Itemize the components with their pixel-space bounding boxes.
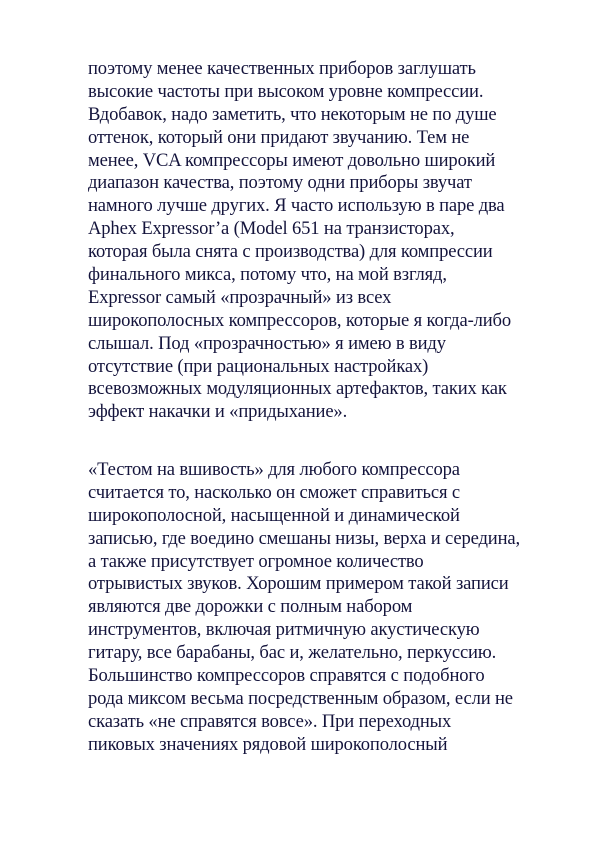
text-line: Expressor самый «прозрачный» из всех	[88, 286, 392, 308]
text-line: широкополосной, насыщенной и динамической	[88, 504, 460, 526]
text-line: считается то, насколько он сможет справиться с	[88, 481, 460, 503]
text-line: диапазон качества, поэтому одни приборы звучат	[88, 172, 472, 194]
text-line: Aphex Expressor’a (Model 651 на транзисторах,	[88, 218, 455, 240]
text-line: которая была снята с производства) для компрессии	[88, 241, 493, 263]
text-line: эффект накачки и «придыхание».	[88, 401, 348, 423]
text-line: рода миксом весьма посредственным образом, если не	[88, 687, 513, 709]
text-line: высокие частоты при высоком уровне компрессии.	[88, 80, 484, 102]
text-line: слышал. Под «прозрачностью» я имею в виду	[88, 332, 446, 354]
text-line: оттенок, который они придают звучанию. Тем не	[88, 126, 470, 148]
text-line: Вдобавок, надо заметить, что некоторым не по душе	[88, 103, 497, 125]
text-line: поэтому менее качественных приборов заглушать	[88, 58, 476, 79]
text-line: отсутствие (при рациональных настройках)	[88, 355, 429, 377]
text-line: всевозможных модуляционных артефактов, таких как	[88, 378, 507, 400]
text-line: гитару, все барабаны, бас и, желательно, перкуссию.	[88, 642, 497, 664]
text-line: менее, VCA компрессоры имеют довольно широкий	[88, 149, 496, 171]
text-line: финального микса, потому что, на мой взгляд,	[88, 264, 447, 286]
paragraph-1	[88, 58, 568, 424]
text-line: сказать «не справятся вовсе». При переходных	[88, 710, 452, 732]
text-line: пиковых значениях рядовой широкополосный	[88, 733, 448, 755]
text-line: а также присутствует огромное количество	[88, 550, 424, 572]
text-line: инструментов, включая ритмичную акустическую	[88, 619, 480, 641]
text-line: являются две дорожки с полным набором	[88, 596, 413, 618]
text-line: Большинство компрессоров справятся с подобного	[88, 665, 485, 687]
text-line: намного лучше других. Я часто использую в паре два	[88, 195, 505, 217]
text-line: отрывистых звуков. Хорошим примером такой записи	[88, 573, 509, 595]
text-line: «Тестом на вшивость» для любого компрессора	[88, 459, 460, 480]
text-line: записью, где воедино смешаны низы, верха и середина,	[88, 527, 520, 549]
paragraph-2	[88, 459, 568, 757]
text-line: широкополосных компрессоров, которые я когда-либо	[88, 309, 512, 331]
